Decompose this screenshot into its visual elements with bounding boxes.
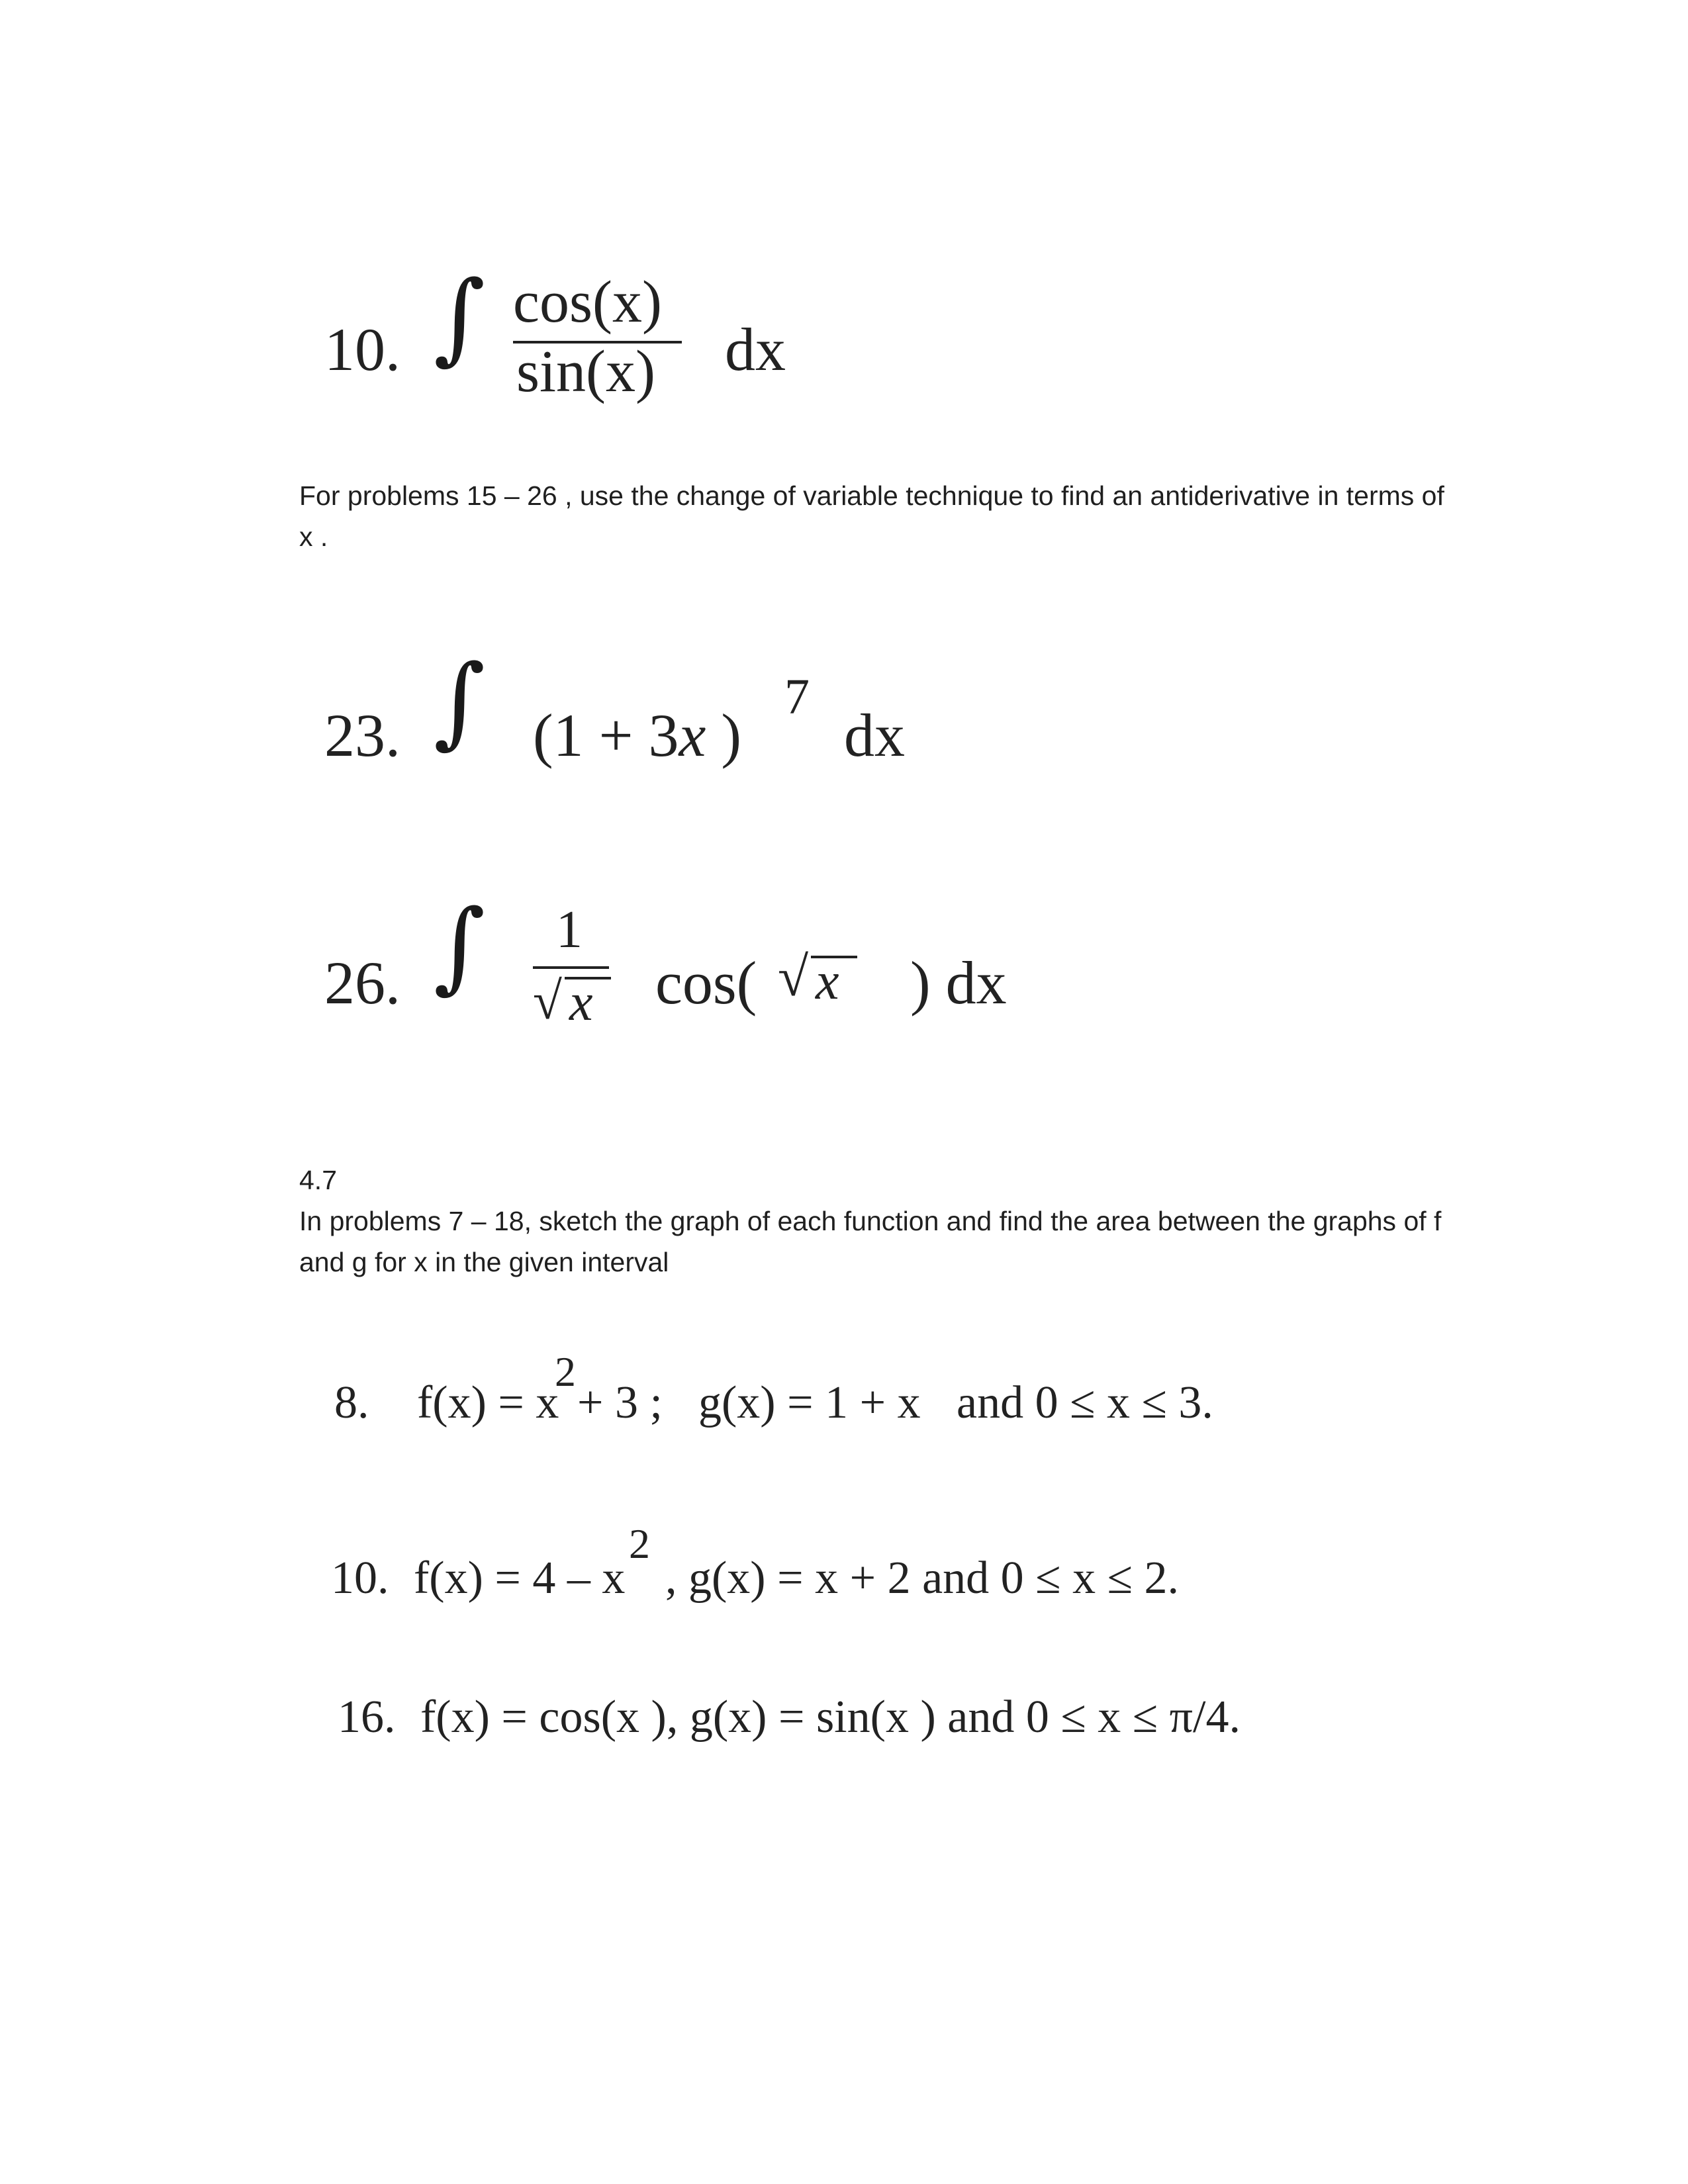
f-definition: f(x) = 4 – x	[414, 1553, 626, 1604]
problem-10b-number: 10.	[331, 1553, 389, 1604]
integrand-base: (1 + 3x )	[533, 702, 742, 769]
exponent: 7	[784, 669, 810, 725]
instructions-line: For problems 15 – 26 , use the change of variable technique to find an antiderivative in terms of	[299, 480, 1444, 511]
fraction-denominator: sin(x)	[516, 339, 655, 404]
fraction-numerator: cos(x)	[513, 269, 662, 335]
differential: dx	[844, 702, 905, 769]
problem-16-number: 16.	[338, 1692, 396, 1743]
section-heading: 4.7	[299, 1165, 337, 1195]
instructions-line: and g for x in the given interval	[299, 1247, 669, 1277]
cos-close: ) dx	[910, 949, 1007, 1017]
expression: f(x) = cos(x ), g(x) = sin(x ) and 0 ≤ x ≤ π/4.	[420, 1692, 1241, 1743]
integral-sign: ∫	[434, 260, 486, 375]
g-definition: , g(x) = x + 2 and 0 ≤ x ≤ 2.	[665, 1553, 1179, 1604]
radicand: x	[816, 952, 839, 1011]
sqrt-symbol: √	[778, 946, 809, 1008]
instructions-line: In problems 7 – 18, sketch the graph of each function and find the area between the graphs of f	[299, 1206, 1442, 1236]
instructions-change-of-variable	[299, 475, 1444, 557]
interval: and 0 ≤ x ≤ 3.	[957, 1377, 1213, 1428]
instructions-line: x .	[299, 522, 328, 552]
fraction-numerator: 1	[556, 901, 583, 959]
section-4-7	[299, 1160, 1441, 1283]
f-exponent: 2	[629, 1520, 650, 1567]
fraction-denominator: x	[569, 974, 593, 1032]
cos-open: cos(	[655, 949, 757, 1017]
f-exponent: 2	[555, 1348, 576, 1395]
f-rest: + 3 ;	[577, 1377, 663, 1428]
integral-sign: ∫	[434, 644, 486, 759]
problem-23-number: 23.	[324, 702, 400, 769]
problem-26-number: 26.	[324, 949, 400, 1017]
f-definition: f(x) = x	[417, 1377, 559, 1428]
problem-10-number: 10.	[324, 316, 400, 383]
sqrt-symbol: √	[533, 972, 562, 1030]
g-definition: g(x) = 1 + x	[698, 1377, 921, 1428]
problem-8-number: 8.	[334, 1377, 369, 1428]
integral-sign: ∫	[434, 889, 486, 1004]
fraction-bar	[533, 966, 609, 969]
differential: dx	[725, 316, 786, 383]
